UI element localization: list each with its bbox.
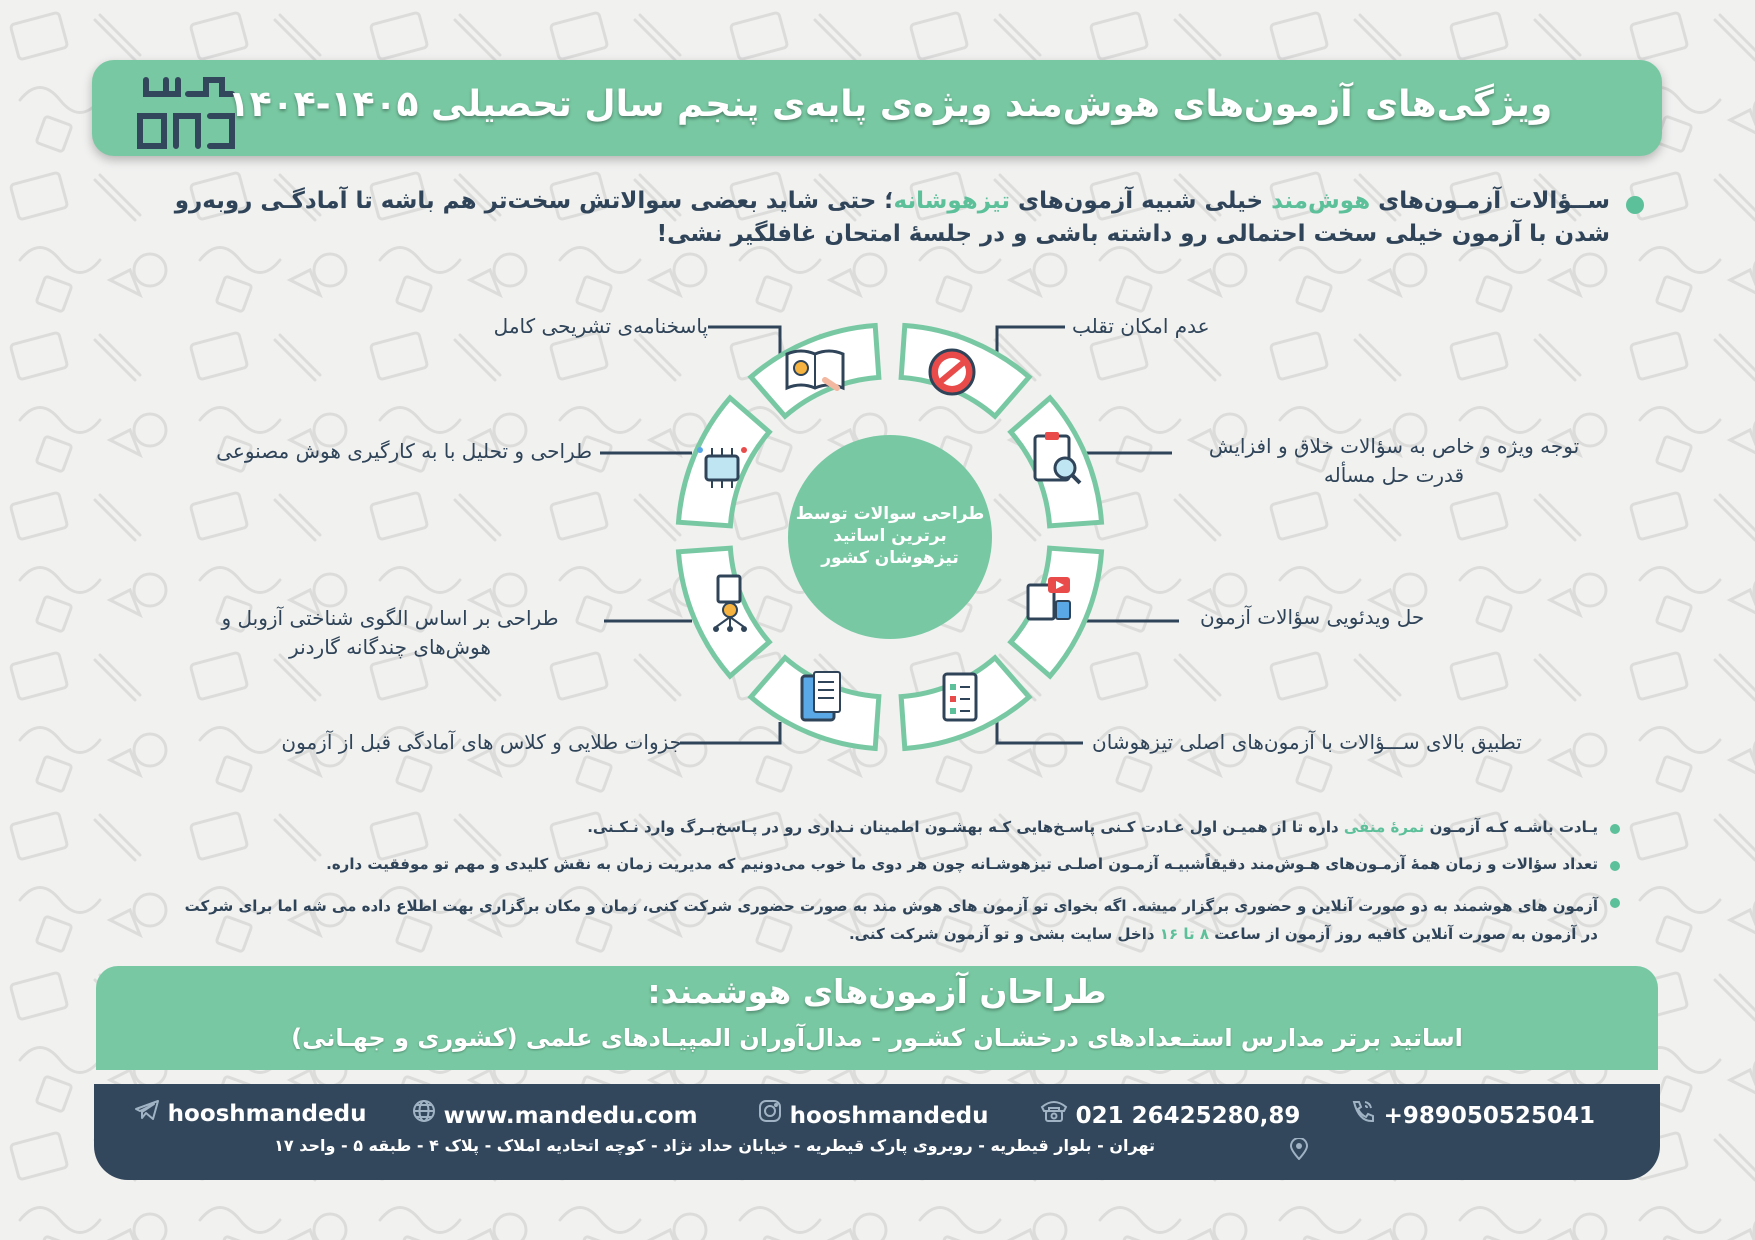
instagram-icon — [758, 1101, 790, 1129]
note-bullet — [1610, 861, 1620, 871]
phone-contact[interactable] — [1040, 1099, 1300, 1129]
phone-call-icon — [1350, 1101, 1384, 1129]
feature-matching-questions: تطبیق بالای ســـؤالات با آزمون‌های اصلی تیزهوشان — [1092, 730, 1522, 754]
note-negative-score: یـادت باشـه کـه آزمـون نمرهٔ منفی داره تا از همیـن اول عـادت کـنی پاسـخ‌هایی کـه بهشـون اطمینان نـداری رو در پـاسخ‌بـرگ وارد نـکـنی. — [587, 818, 1598, 836]
note-exam-format: آزمون‌ های هوشمند به دو صورت آنلاین و حضوری برگزار میشه. اگه بخوای تو آزمون های هوش مند به صورت حضوری شرکت کنی، زمان و مکان برگزاری بهت اطلاع داده می شه اما برای شرکت در آزمون به صورت آنلاین کافیه روز آزمون از ساعت ۸ تا ۱۶ داخل سایت بشی و تو آزمون شرکت کنی. — [184, 897, 1598, 943]
phone-number[interactable]: 021 26425280,89 — [1075, 1103, 1301, 1129]
designers-title: طراحان آزمون‌های هوشمند: — [647, 972, 1107, 1011]
designers-subtitle: اساتید برتر مدارس استـعدادهای درخشـان کشـور - مدال‌آوران المپیـادهای علمی (کشوری و جهـانی) — [291, 1024, 1463, 1052]
website-contact[interactable] — [412, 1099, 698, 1129]
page-title: ویژگی‌های آزمون‌های هوش‌مند ویژه‌ی پایه‌ی پنجم سال تحصیلی ۱۴۰۵-۱۴۰۴ — [227, 84, 1553, 125]
feature-creative-questions: توجه ویژه و خاص به سؤالات خلاق و افزایش قدرت حل مسأله — [1208, 434, 1580, 487]
connector-line — [997, 327, 1065, 355]
no-entry-icon — [930, 350, 974, 394]
center-label: طراحی سوالات توسط برترین اساتید تیزهوشان کشور — [795, 504, 985, 568]
feature-video-solutions: حل ویدئویی سؤالات آزمون — [1200, 605, 1425, 629]
connector-line — [708, 327, 780, 355]
checklist-icon — [944, 674, 976, 720]
instagram-contact[interactable] — [758, 1099, 988, 1129]
feature-ai-analysis: طراحی و تحلیل با به کارگیری هوش مصنوعی — [216, 439, 592, 463]
connector-line — [997, 722, 1083, 743]
notebook-icon — [802, 672, 840, 720]
mobile-number[interactable]: +989050525041 — [1383, 1103, 1595, 1129]
website-link[interactable]: www.mandedu.com — [443, 1103, 698, 1129]
feature-answer-sheet: پاسخنامه‌ی تشریحی کامل — [493, 314, 708, 338]
feature-cognitive-design: طراحی بر اساس الگوی شناختی آزوبل و هوش‌های چندگانه گاردنر — [221, 606, 559, 659]
note-bullet — [1610, 898, 1620, 908]
intro-paragraph: ســؤالات آزمـون‌های هوش‌مند خیلی شبیه آزمون‌های تیزهوشانه؛ حتی شاید بعضی سوالاتش سخت‌تر هم باشه تا آمادگـی رو‌به‌رو شدن با آزمون خیلی سخت احتمالی رو داشته باشی و در جلسهٔ امتحان غافلگیر نشی! — [174, 188, 1610, 247]
telegram-contact[interactable] — [134, 1099, 366, 1127]
location-pin-icon — [1290, 1138, 1308, 1164]
open-book-icon — [787, 351, 843, 388]
telegram-handle[interactable]: hooshmandedu — [167, 1101, 367, 1127]
note-bullet — [1610, 824, 1620, 834]
globe-icon — [412, 1101, 444, 1129]
telephone-icon — [1040, 1101, 1076, 1129]
instagram-handle[interactable]: hooshmandedu — [789, 1103, 989, 1129]
feature-golden-booklets: جزوات طلایی و کلاس های آمادگی قبل از آزمون — [281, 730, 682, 754]
mobile-contact[interactable] — [1350, 1099, 1595, 1129]
address-text: تهران - بلوار قیطریه - روبروی پارک قیطریه - خیابان حداد نژاد - کوچه اتحادیه املاک - پلاک ۴ - طبقه ۵ - واحد ۱۷ — [274, 1136, 1155, 1155]
connector-line — [680, 722, 780, 743]
feature-no-cheating: عدم امکان تقلب — [1072, 314, 1210, 338]
telegram-icon — [134, 1099, 168, 1127]
note-question-count: تعداد سؤالات و زمان همهٔ آزمـون‌های هـوش‌مند دقیقاًشبیـه آزمـون اصلـی تیزهوشـانه چون هر دوی ما خوب می‌دونیم که مدیریت زمان به نقش کلیدی و مهم تو موفقیت داره. — [326, 855, 1598, 873]
